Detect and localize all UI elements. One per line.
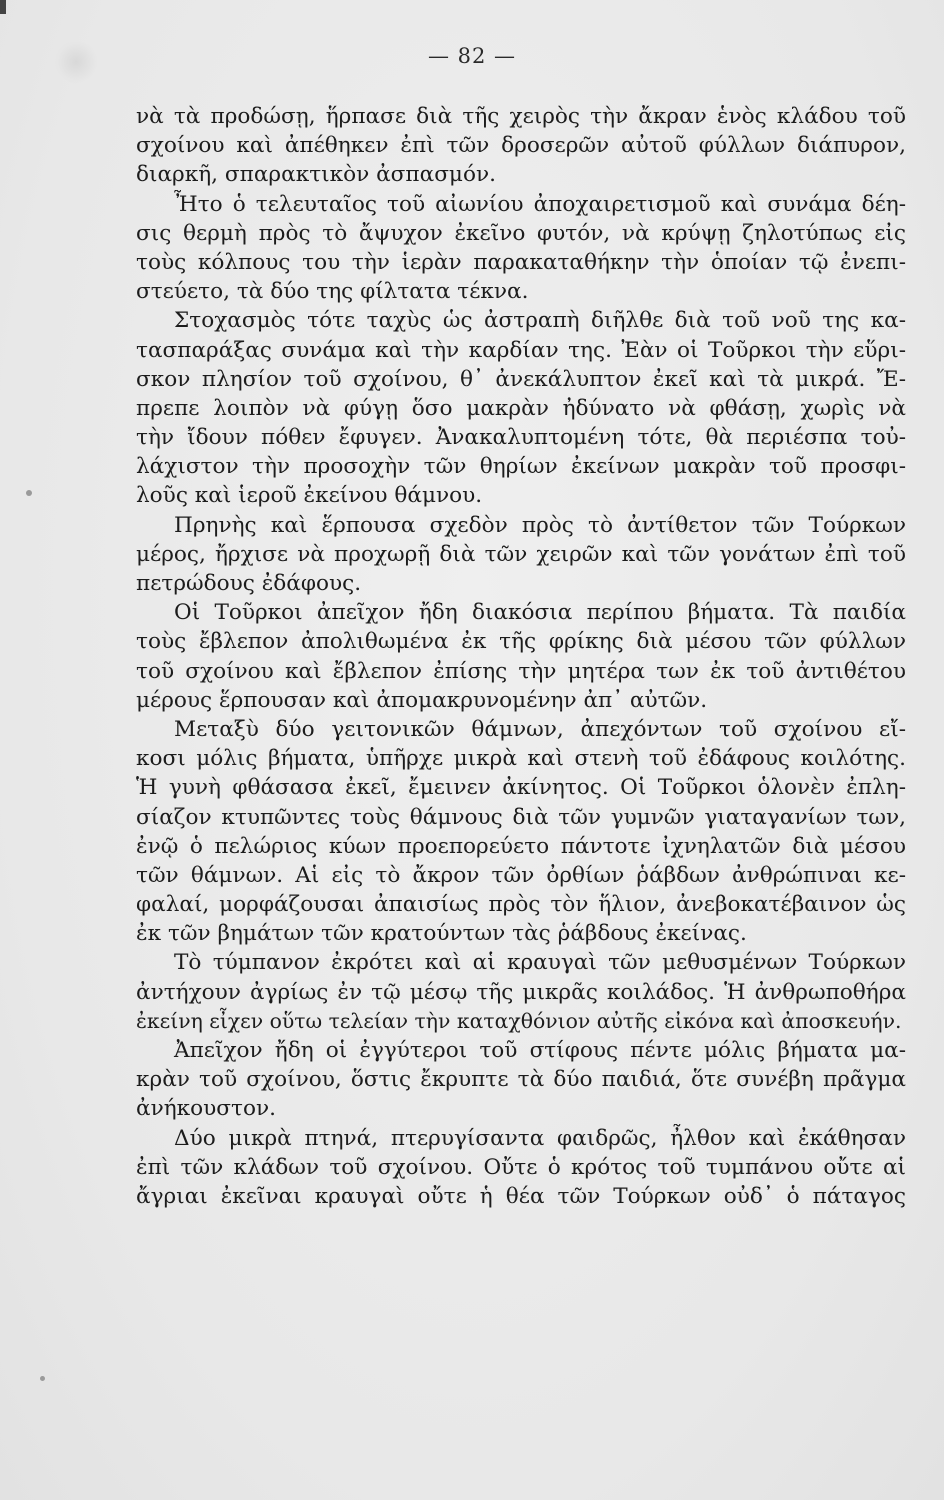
text-line: τοὺς ἔβλεπον ἀπολιθωμένα ἐκ τῆς φρίκης διὰ μέσου τῶν φύλλων: [136, 629, 906, 655]
text-line: μέρους ἕρπουσαν καὶ ἀπομακρυνομένην ἀπ᾽ αὐτῶν.: [136, 687, 708, 713]
text-line: τῶν θάμνων. Αἱ εἰς τὸ ἄκρον τῶν ὀρθίων ῥάβδων ἀνθρώπιναι κε-: [136, 862, 906, 888]
text-line: Στοχασμὸς τότε ταχὺς ὡς ἀστραπὴ διῆλθε διὰ τοῦ νοῦ της κα-: [174, 308, 906, 334]
text-line: ἀνήκουστον.: [136, 1096, 276, 1122]
text-line: μέρος, ἤρχισε νὰ προχωρῇ διὰ τῶν χειρῶν καὶ τῶν γονάτων ἐπὶ τοῦ: [136, 541, 906, 567]
text-line: Τὸ τύμπανον ἐκρότει καὶ αἱ κραυγαὶ τῶν μεθυσμένων Τούρκων: [174, 950, 906, 976]
text-line: σις θερμὴ πρὸς τὸ ἄψυχον ἐκεῖνο φυτόν, νὰ κρύψῃ ζηλοτύπως εἰς: [136, 220, 906, 246]
text-line: ἐκ τῶν βημάτων τῶν κρατούντων τὰς ῥάβδους ἐκείνας.: [136, 921, 747, 947]
text-line: σχοίνου καὶ ἀπέθηκεν ἐπὶ τῶν δροσερῶν αὐτοῦ φύλλων διάπυρον,: [136, 133, 906, 159]
text-line: πρεπε λοιπὸν νὰ φύγῃ ὅσο μακρὰν ἠδύνατο νὰ φθάσῃ, χωρὶς νὰ: [136, 395, 906, 421]
text-line: ἐκείνη εἶχεν οὕτω τελείαν τὴν καταχθόνιον αὐτῆς εἰκόνα καὶ ἀποσκευήν.: [136, 1008, 902, 1033]
text-line: νὰ τὰ προδώσῃ, ἥρπασε διὰ τῆς χειρὸς τὴν ἄκραν ἑνὸς κλάδου τοῦ: [136, 104, 906, 129]
text-line: φαλαί, μορφάζουσαι ἀπαισίως πρὸς τὸν ἥλιον, ἀνεβοκατέβαινον ὡς: [136, 892, 906, 918]
text-line: ἀντήχουν ἀγρίως ἐν τῷ μέσῳ τῆς μικρᾶς κοιλάδος. Ἡ ἀνθρωποθήρα: [136, 979, 906, 1005]
text-line: λοῦς καὶ ἱεροῦ ἐκείνου θάμνου.: [136, 483, 483, 509]
text-line: τοὺς κόλπους του τὴν ἱερὰν παρακαταθήκην τὴν ὁποίαν τῷ ἐνεπι-: [136, 249, 906, 275]
text-line: τοῦ σχοίνου καὶ ἔβλεπον ἐπίσης τὴν μητέρα των ἐκ τοῦ ἀντιθέτου: [136, 658, 906, 684]
text-line: τὴν ἴδουν πόθεν ἔφυγεν. Ἀνακαλυπτομένη τότε, θὰ περιέσπα τοὐ-: [136, 425, 906, 451]
text-line: κοσι μόλις βήματα, ὑπῆρχε μικρὰ καὶ στενὴ τοῦ ἐδάφους κοιλότης.: [136, 746, 906, 772]
page-number: — 82 —: [427, 44, 517, 68]
margin-speck: [26, 490, 32, 496]
text-line: Ἡ γυνὴ φθάσασα ἐκεῖ, ἔμεινεν ἀκίνητος. Οἱ Τοῦρκοι ὁλονὲν ἐπλη-: [136, 775, 906, 801]
text-line: ἐπὶ τῶν κλάδων τοῦ σχοίνου. Οὔτε ὁ κρότος τοῦ τυμπάνου οὔτε αἱ: [136, 1154, 906, 1180]
text-line: διαρκῆ, σπαρακτικὸν ἀσπασμόν.: [136, 162, 496, 188]
corner-mark: [0, 0, 6, 14]
body-text: [136, 102, 906, 1211]
text-line: λάχιστον τὴν προσοχὴν τῶν θηρίων ἐκείνων μακρὰν τοῦ προσφι-: [136, 454, 906, 480]
text-line: Πρηνὴς καὶ ἕρπουσα σχεδὸν πρὸς τὸ ἀντίθετον τῶν Τούρκων: [174, 512, 906, 538]
text-line: Ἀπεῖχον ἤδη οἱ ἐγγύτεροι τοῦ στίφους πέντε μόλις βήματα μα-: [174, 1038, 906, 1063]
text-line: Οἱ Τοῦρκοι ἀπεῖχον ἤδη διακόσια περίπου βήματα. Τὰ παιδία: [174, 600, 906, 626]
text-line: Δύο μικρὰ πτηνά, πτερυγίσαντα φαιδρῶς, ἦλθον καὶ ἐκάθησαν: [174, 1125, 906, 1151]
text-line: ἄγριαι ἐκεῖναι κραυγαὶ οὔτε ἡ θέα τῶν Τούρκων οὐδ᾽ ὁ πάταγος: [136, 1183, 906, 1209]
text-line: Μεταξὺ δύο γειτονικῶν θάμνων, ἀπεχόντων τοῦ σχοίνου εἴ-: [174, 716, 906, 742]
text-line: Ἦτο ὁ τελευταῖος τοῦ αἰωνίου ἀποχαιρετισμοῦ καὶ συνάμα δέη-: [174, 191, 906, 217]
text-line: στεύετο, τὰ δύο της φίλτατα τέκνα.: [136, 279, 529, 305]
text-line: πετρώδους ἐδάφους.: [136, 571, 362, 596]
text-line: τασπαράξας συνάμα καὶ τὴν καρδίαν της. Ἐὰν οἱ Τοῦρκοι τὴν εὕρι-: [136, 337, 906, 363]
text-line: σκον πλησίον τοῦ σχοίνου, θ᾽ ἀνεκάλυπτον ἐκεῖ καὶ τὰ μικρά. Ἔ-: [136, 366, 906, 392]
text-line: κρὰν τοῦ σχοίνου, ὅστις ἔκρυπτε τὰ δύο παιδιά, ὅτε συνέβη πρᾶγμα: [136, 1067, 906, 1093]
text-line: ἐνῷ ὁ πελώριος κύων προεπορεύετο πάντοτε ἰχνηλατῶν διὰ μέσου: [136, 833, 906, 859]
margin-speck: [40, 1376, 45, 1381]
text-line: σίαζον κτυπῶντες τοὺς θάμνους διὰ τῶν γυμνῶν γιαταγανίων των,: [136, 804, 906, 830]
